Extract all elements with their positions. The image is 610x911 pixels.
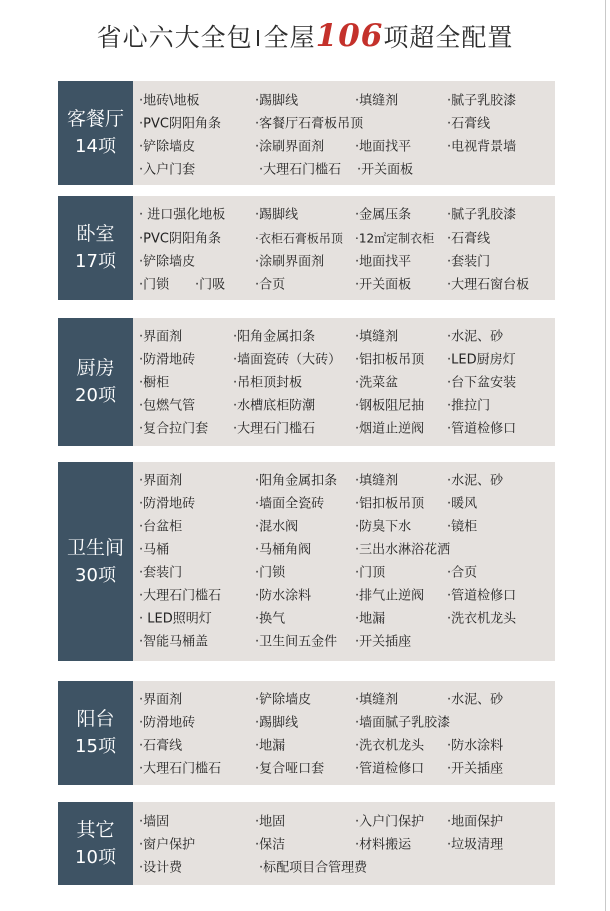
list-item: ·镜柜 (447, 519, 478, 535)
section-name: 卫生间 (66, 536, 124, 559)
list-item: ·防水涂料 (447, 738, 504, 754)
list-item: ·暖风 (447, 496, 478, 512)
list-item: ·填缝剂 (355, 93, 399, 109)
list-item: ·界面剂 (139, 473, 183, 489)
list-item: ·防滑地砖 (139, 496, 196, 512)
section-kitchen (58, 318, 555, 446)
list-item: ·门顶 (355, 565, 386, 581)
section-label (58, 681, 133, 785)
list-item: ·电视背景墙 (447, 139, 517, 155)
section-count: 10项 (75, 846, 116, 868)
list-item: ·地面保护 (447, 814, 504, 830)
list-item: ·PVC阴阳角条 (139, 116, 221, 132)
list-item: ·墙固 (139, 814, 170, 830)
section-items (133, 802, 555, 885)
section-items (133, 318, 555, 446)
list-item: ·地砖\地板 (139, 93, 200, 109)
list-item: ·保洁 (255, 837, 286, 853)
list-item: ·地面找平 (355, 139, 412, 155)
list-item: ·踢脚线 (255, 715, 299, 731)
list-item: ·填缝剂 (355, 329, 399, 345)
list-item: · LED照明灯 (139, 611, 212, 627)
section-items (133, 462, 555, 661)
list-item: ·台下盆安装 (447, 375, 517, 391)
list-item: ·洗衣机龙头 (447, 611, 517, 627)
list-item: ·门吸 (195, 277, 226, 293)
list-item: ·墙面腻子乳胶漆 (355, 715, 451, 731)
list-item: ·洗衣机龙头 (355, 738, 425, 754)
list-item: ·复合哑口套 (255, 761, 325, 777)
list-item: ·套装门 (447, 254, 491, 270)
list-item: ·吊柜顶封板 (233, 375, 303, 391)
list-item: ·防臭下水 (355, 519, 412, 535)
title-number: 106 (315, 18, 384, 54)
list-item: ·大理石窗台板 (447, 277, 530, 293)
section-name: 客餐厅 (66, 108, 124, 130)
section-name: 厨房 (76, 357, 115, 379)
section-count: 20项 (75, 385, 116, 406)
list-item: ·开关面板 (355, 277, 412, 293)
list-item: ·管道检修口 (447, 421, 517, 437)
page-title: 省心六大全包 全屋106项超全配置 (96, 18, 514, 54)
list-item: ·管道检修口 (355, 761, 425, 777)
list-item: ·垃圾清理 (447, 837, 504, 853)
list-item: ·门锁 (139, 277, 170, 293)
section-items (133, 196, 555, 300)
section-items (133, 81, 555, 185)
section-label (58, 318, 133, 446)
section-label (58, 462, 133, 661)
list-item: ·套装门 (139, 565, 183, 581)
list-item: ·PVC阴阳角条 (139, 231, 221, 247)
list-item: ·大理石门槛石 (233, 421, 316, 437)
list-item: ·腻子乳胶漆 (447, 207, 517, 223)
list-item: ·阳角金属扣条 (255, 473, 338, 489)
section-count: 17项 (75, 251, 116, 272)
section-bathroom (58, 462, 555, 661)
list-item: ·设计费 (139, 860, 183, 876)
list-item: ·入户门保护 (355, 814, 425, 830)
section-name: 卧室 (76, 223, 115, 245)
list-item: ·铲除墙皮 (139, 139, 196, 155)
section-name: 阳台 (76, 708, 115, 730)
list-item: ·合页 (447, 565, 478, 581)
list-item: ·推拉门 (447, 398, 491, 414)
list-item: ·水泥、砂 (447, 692, 504, 708)
section-count: 14项 (75, 136, 116, 157)
section-label (58, 81, 133, 185)
list-item: ·石膏线 (139, 738, 183, 754)
list-item: ·开关插座 (355, 634, 412, 650)
list-item: ·12㎡定制衣柜 (355, 231, 435, 246)
section-label (58, 802, 133, 885)
list-item: ·入户门套 (139, 162, 196, 178)
list-item: ·马桶角阀 (255, 542, 312, 558)
list-item: ·金属压条 (355, 207, 412, 223)
list-item: ·铲除墙皮 (255, 692, 312, 708)
list-item: ·踢脚线 (255, 207, 299, 223)
list-item: ·开关面板 (357, 162, 414, 178)
list-item: ·橱柜 (139, 375, 170, 391)
list-item: ·材料搬运 (355, 837, 412, 853)
list-item: ·合页 (255, 277, 286, 293)
list-item: ·涂刷界面剂 (255, 254, 325, 270)
list-item: ·阳角金属扣条 (233, 329, 316, 345)
page-edge-line (605, 0, 606, 911)
list-item: ·门锁 (255, 565, 286, 581)
list-item: ·墙面全瓷砖 (255, 496, 325, 512)
list-item: ·复合拉门套 (139, 421, 209, 437)
list-item: ·防滑地砖 (139, 715, 196, 731)
title-separator (257, 30, 259, 46)
list-item: ·混水阀 (255, 519, 299, 535)
list-item: ·填缝剂 (355, 692, 399, 708)
section-living-dining (58, 81, 555, 185)
section-bedroom (58, 196, 555, 300)
list-item: ·墙面瓷砖（大砖） (233, 352, 342, 368)
section-balcony (58, 681, 555, 785)
list-item: ·地漏 (255, 738, 286, 754)
section-other (58, 802, 555, 885)
list-item: ·石膏线 (447, 116, 491, 132)
list-item: ·水槽底柜防潮 (233, 398, 316, 414)
list-item: ·地固 (255, 814, 286, 830)
list-item: ·铝扣板吊顶 (355, 496, 425, 512)
list-item: ·包燃气管 (139, 398, 196, 414)
list-item: ·腻子乳胶漆 (447, 93, 517, 109)
list-item: ·铲除墙皮 (139, 254, 196, 270)
list-item: ·填缝剂 (355, 473, 399, 489)
list-item: ·马桶 (139, 542, 170, 558)
list-item: ·洗菜盆 (355, 375, 399, 391)
section-items (133, 681, 555, 785)
list-item: ·石膏线 (447, 231, 491, 247)
list-item: ·三出水淋浴花洒 (355, 542, 451, 558)
list-item: ·大理石门槛石 (139, 761, 222, 777)
list-item: ·管道检修口 (447, 588, 517, 604)
list-item: ·水泥、砂 (447, 473, 504, 489)
list-item: ·踢脚线 (255, 93, 299, 109)
list-item: ·换气 (255, 611, 286, 627)
list-item: ·防水涂料 (255, 588, 312, 604)
list-item: ·界面剂 (139, 692, 183, 708)
list-item: ·钢板阻尼抽 (355, 398, 425, 414)
list-item: ·大理石门槛石 (139, 588, 222, 604)
list-item: ·衣柜石膏板吊顶 (255, 231, 343, 246)
list-item: ·防滑地砖 (139, 352, 196, 368)
list-item: ·智能马桶盖 (139, 634, 209, 650)
list-item: ·大理石门槛石 (259, 162, 342, 178)
list-item: ·标配项目合管理费 (259, 860, 368, 876)
list-item: ·台盆柜 (139, 519, 183, 535)
list-item: ·排气止逆阀 (355, 588, 425, 604)
section-count: 30项 (75, 564, 116, 586)
list-item: ·烟道止逆阀 (355, 421, 425, 437)
section-count: 15项 (75, 736, 116, 757)
list-item: ·地面找平 (355, 254, 412, 270)
list-item: ·涂刷界面剂 (255, 139, 325, 155)
list-item: ·水泥、砂 (447, 329, 504, 345)
list-item: ·地漏 (355, 611, 386, 627)
list-item: ·开关插座 (447, 761, 504, 777)
list-item: · 进口强化地板 (139, 207, 226, 223)
list-item: ·客餐厅石膏板吊顶 (255, 116, 364, 132)
section-name: 其它 (76, 818, 115, 841)
list-item: ·卫生间五金件 (255, 634, 338, 650)
section-label (58, 196, 133, 300)
list-item: ·窗户保护 (139, 837, 196, 853)
list-item: ·铝扣板吊顶 (355, 352, 425, 368)
list-item: ·界面剂 (139, 329, 183, 345)
list-item: ·LED厨房灯 (447, 352, 516, 368)
